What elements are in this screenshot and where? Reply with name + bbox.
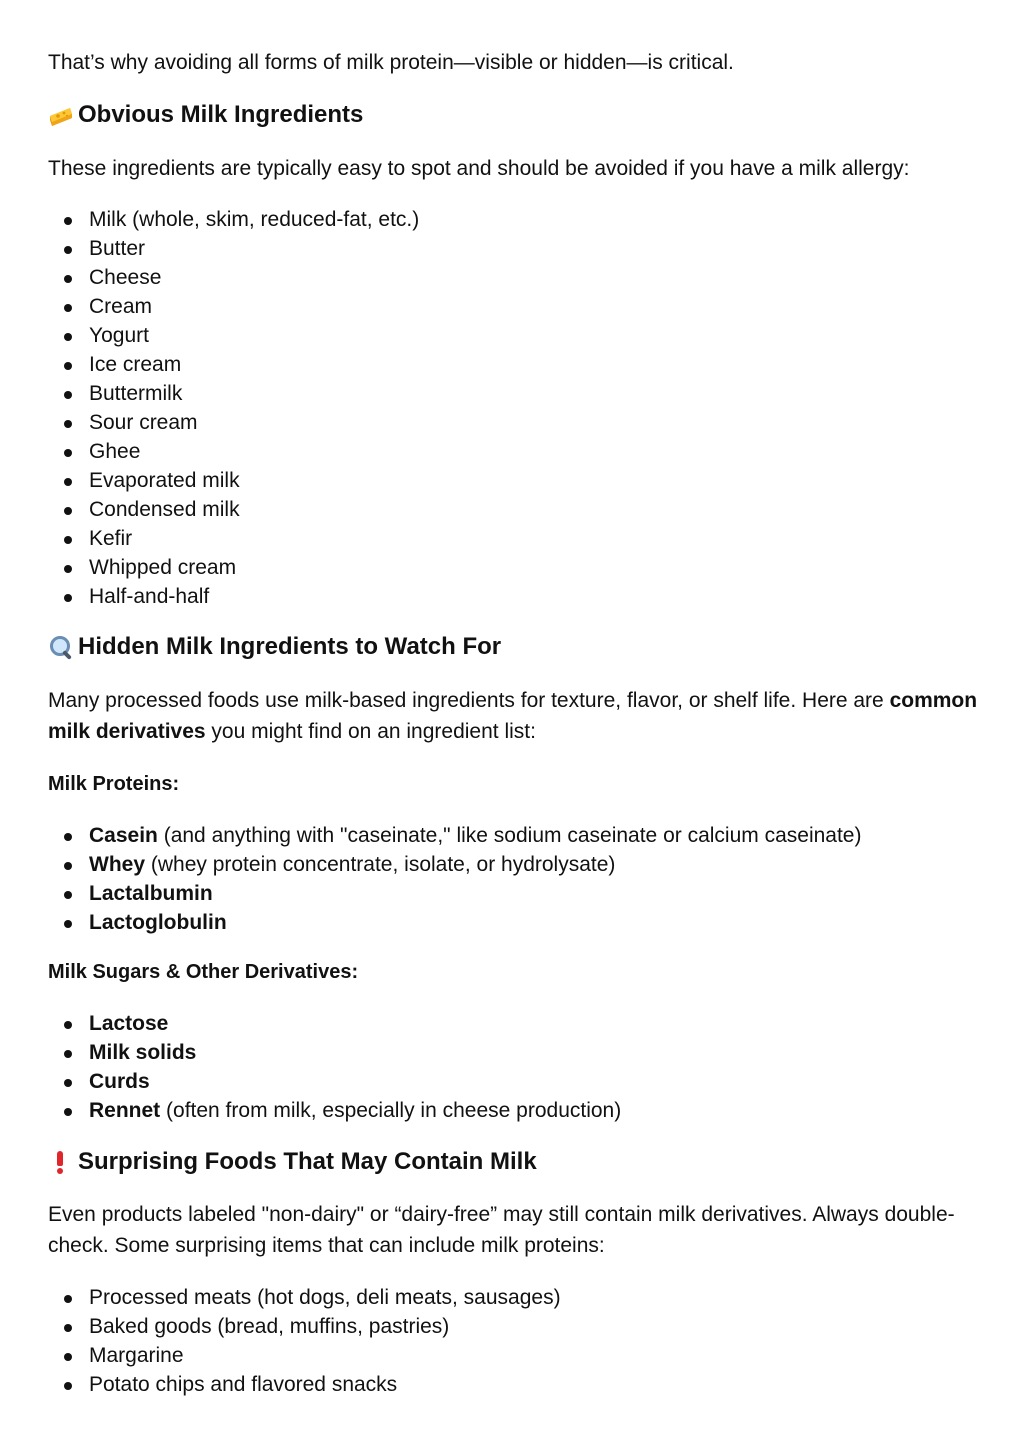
list-item: Condensed milk [48, 495, 419, 524]
list-item: Whipped cream [48, 553, 419, 582]
obvious-heading [48, 99, 363, 131]
list-item: Butter [48, 234, 419, 263]
list-item: Kefir [48, 524, 419, 553]
list-item: Buttermilk [48, 379, 419, 408]
list-item: Casein (and anything with "caseinate," like sodium caseinate or calcium caseinate) [48, 821, 861, 850]
list-item: Baked goods (bread, muffins, pastries) [48, 1312, 561, 1341]
obvious-description: These ingredients are typically easy to spot and should be avoided if you have a milk allergy: [48, 157, 910, 180]
surprising-description: Even products labeled "non-dairy" or “dairy-free” may still contain milk derivatives. Always double-check. Some surprising items that can include milk proteins: [48, 1203, 955, 1257]
surprising-heading [48, 1146, 537, 1178]
milk-sugars-subheading: Milk Sugars & Other Derivatives: [48, 961, 359, 983]
hidden-heading [48, 631, 501, 663]
magnifier-icon [48, 634, 74, 660]
intro-paragraph: That’s why avoiding all forms of milk protein—visible or hidden—is critical. [48, 51, 734, 74]
surprising-foods-list [48, 1283, 561, 1399]
list-item: Cream [48, 292, 419, 321]
hidden-description [48, 685, 978, 747]
list-item: Lactose [48, 1009, 621, 1038]
exclamation-icon [48, 1149, 74, 1175]
list-item: Ice cream [48, 350, 419, 379]
milk-proteins-list [48, 821, 861, 937]
hidden-description-end: you might find on an ingredient list: [205, 720, 536, 743]
list-item: Whey (whey protein concentrate, isolate, or hydrolysate) [48, 850, 861, 879]
obvious-heading-text: Obvious Milk Ingredients [78, 101, 364, 128]
cheese-icon [48, 102, 74, 128]
list-item: Evaporated milk [48, 466, 419, 495]
list-item: Lactalbumin [48, 879, 861, 908]
surprising-heading-text: Surprising Foods That May Contain Milk [78, 1148, 537, 1175]
list-item: Yogurt [48, 321, 419, 350]
hidden-description-start: Many processed foods use milk-based ingredients for texture, flavor, or shelf life. Here are [48, 689, 890, 712]
hidden-heading-text: Hidden Milk Ingredients to Watch For [78, 633, 502, 660]
milk-sugars-list [48, 1009, 621, 1125]
list-item: Rennet (often from milk, especially in cheese production) [48, 1096, 621, 1125]
list-item: Potato chips and flavored snacks [48, 1370, 561, 1399]
obvious-ingredients-list [48, 205, 419, 611]
list-item: Half-and-half [48, 582, 419, 611]
list-item: Sour cream [48, 408, 419, 437]
list-item: Processed meats (hot dogs, deli meats, sausages) [48, 1283, 561, 1312]
list-item: Margarine [48, 1341, 561, 1370]
list-item: Milk solids [48, 1038, 621, 1067]
list-item: Curds [48, 1067, 621, 1096]
milk-proteins-subheading: Milk Proteins: [48, 773, 180, 795]
list-item: Ghee [48, 437, 419, 466]
list-item: Milk (whole, skim, reduced-fat, etc.) [48, 205, 419, 234]
list-item: Lactoglobulin [48, 908, 861, 937]
list-item: Cheese [48, 263, 419, 292]
hidden-description-bold: common milk derivatives [48, 689, 978, 743]
